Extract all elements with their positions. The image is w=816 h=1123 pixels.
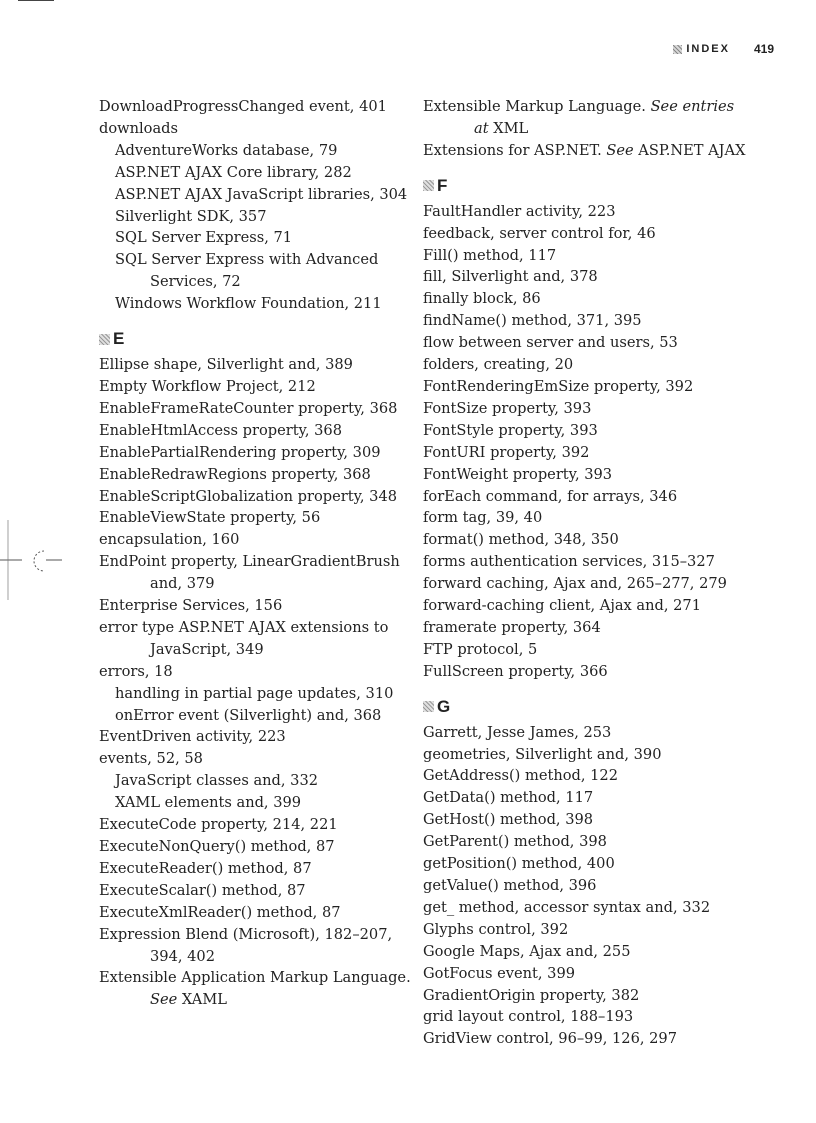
- index-entry: getPosition() method, 400: [423, 855, 615, 873]
- index-entry: Expression Blend (Microsoft), 182–207, 394, 402: [99, 925, 393, 965]
- page-top-rule: [18, 0, 54, 1]
- index-entry: Extensible Markup Language. See entries at XML: [423, 98, 735, 137]
- index-entry: Empty Workflow Project, 212: [99, 377, 316, 395]
- index-entry: FontStyle property, 393: [423, 421, 598, 439]
- index-entry: EnableViewState property, 56: [99, 509, 321, 527]
- index-subentry: JavaScript classes and, 332: [115, 772, 319, 790]
- index-entry: GradientOrigin property, 382: [423, 986, 640, 1004]
- index-entry: Ellipse shape, Silverlight and, 389: [99, 356, 353, 374]
- index-entry: Fill() method, 117: [423, 246, 557, 264]
- section-marker-icon: [99, 334, 110, 345]
- index-entry: DownloadProgressChanged event, 401: [99, 98, 387, 115]
- index-entry: Glyphs control, 392: [423, 920, 569, 938]
- header-section-label: INDEX: [686, 43, 730, 55]
- index-subentry: Windows Workflow Foundation, 211: [115, 295, 382, 313]
- section-letter: F: [437, 175, 448, 195]
- index-entry: forward-caching client, Ajax and, 271: [423, 597, 701, 615]
- index-subentry: AdventureWorks database, 79: [115, 141, 338, 159]
- section-heading-e: [99, 328, 419, 350]
- index-entry: get_ method, accessor syntax and, 332: [423, 898, 711, 916]
- index-entry: findName() method, 371, 395: [423, 312, 642, 330]
- index-entry: format() method, 348, 350: [423, 531, 619, 549]
- index-entry: EnableFrameRateCounter property, 368: [99, 399, 398, 417]
- index-entry: EnableScriptGlobalization property, 348: [99, 487, 398, 505]
- index-subentry: SQL Server Express with Advanced Services, 72: [115, 251, 379, 291]
- index-entry: ExecuteNonQuery() method, 87: [99, 838, 335, 855]
- index-subentry: onError event (Silverlight) and, 368: [115, 706, 382, 724]
- index-entry: ExecuteCode property, 214, 221: [99, 816, 338, 834]
- index-entry: ExecuteReader() method, 87: [99, 859, 312, 877]
- index-column-right: [423, 96, 746, 1050]
- index-entry: EventDriven activity, 223: [99, 728, 286, 746]
- section-letter: E: [113, 329, 125, 349]
- index-entry: GetAddress() method, 122: [423, 767, 618, 785]
- index-entry: EndPoint property, LinearGradientBrush and, 379: [99, 553, 400, 593]
- index-entry: forms authentication services, 315–327: [423, 553, 715, 571]
- index-entry: Extensions for ASP.NET. See ASP.NET AJAX: [423, 141, 746, 159]
- index-subentry: Silverlight SDK, 357: [115, 207, 267, 225]
- section-letter: G: [437, 696, 451, 716]
- index-entry: GotFocus event, 399: [423, 964, 576, 982]
- index-entry: feedback, server control for, 46: [423, 224, 656, 242]
- index-entry: flow between server and users, 53: [423, 334, 678, 352]
- section-marker-icon: [423, 701, 434, 712]
- index-entry: forEach command, for arrays, 346: [423, 487, 678, 505]
- index-entry: Garrett, Jesse James, 253: [423, 723, 612, 741]
- index-entry: Enterprise Services, 156: [99, 597, 283, 615]
- index-entry: framerate property, 364: [423, 618, 601, 636]
- index-entry: folders, creating, 20: [423, 356, 574, 374]
- section-marker-icon: [423, 180, 434, 191]
- index-entry: events, 52, 58: [99, 750, 203, 768]
- index-entry: form tag, 39, 40: [423, 509, 543, 527]
- index-entry: FullScreen property, 366: [423, 662, 608, 680]
- index-entry: ExecuteXmlReader() method, 87: [99, 903, 341, 921]
- index-entry: FontURI property, 392: [423, 443, 590, 461]
- index-entry: FaultHandler activity, 223: [423, 202, 616, 220]
- section-heading-f: [423, 175, 743, 197]
- index-entry: fill, Silverlight and, 378: [423, 268, 598, 286]
- index-entry: FontRenderingEmSize property, 392: [423, 377, 694, 395]
- index-entry: EnableHtmlAccess property, 368: [99, 421, 342, 439]
- crop-mark-icon: [0, 520, 70, 600]
- index-subentry: ASP.NET AJAX Core library, 282: [115, 163, 352, 181]
- index-entry: FTP protocol, 5: [423, 640, 538, 658]
- index-entry: FontSize property, 393: [423, 399, 592, 417]
- index-entry: getValue() method, 396: [423, 877, 597, 894]
- index-column-left: [99, 96, 419, 1011]
- index-entry: finally block, 86: [423, 290, 541, 308]
- page-number: 419: [753, 42, 774, 56]
- section-heading-g: [423, 696, 743, 718]
- index-entry: grid layout control, 188–193: [423, 1008, 634, 1026]
- index-entry: Extensible Application Markup Language. See XAML: [99, 969, 411, 1009]
- index-entry: GetHost() method, 398: [423, 811, 594, 829]
- index-entry: EnableRedrawRegions property, 368: [99, 465, 371, 483]
- index-entry: GridView control, 96–99, 126, 297: [423, 1030, 677, 1048]
- index-subentry: handling in partial page updates, 310: [115, 684, 394, 702]
- index-subentry: XAML elements and, 399: [115, 794, 302, 812]
- index-entry: EnablePartialRendering property, 309: [99, 443, 381, 461]
- index-entry: GetData() method, 117: [423, 789, 594, 807]
- index-entry: encapsulation, 160: [99, 531, 240, 549]
- index-entry: forward caching, Ajax and, 265–277, 279: [423, 575, 727, 593]
- index-entry: geometries, Silverlight and, 390: [423, 745, 662, 763]
- index-entry: errors, 18: [99, 662, 173, 680]
- index-entry: FontWeight property, 393: [423, 465, 613, 483]
- running-header: [673, 42, 774, 56]
- index-subentry: SQL Server Express, 71: [115, 229, 293, 247]
- index-subentry: ASP.NET AJAX JavaScript libraries, 304: [115, 185, 408, 203]
- index-entry: ExecuteScalar() method, 87: [99, 881, 306, 899]
- index-entry: error type ASP.NET AJAX extensions to JavaScript, 349: [99, 618, 389, 658]
- index-entry: GetParent() method, 398: [423, 833, 607, 851]
- header-marker-icon: [673, 45, 682, 54]
- index-entry: Google Maps, Ajax and, 255: [423, 942, 631, 960]
- index-entry: downloads: [99, 119, 179, 137]
